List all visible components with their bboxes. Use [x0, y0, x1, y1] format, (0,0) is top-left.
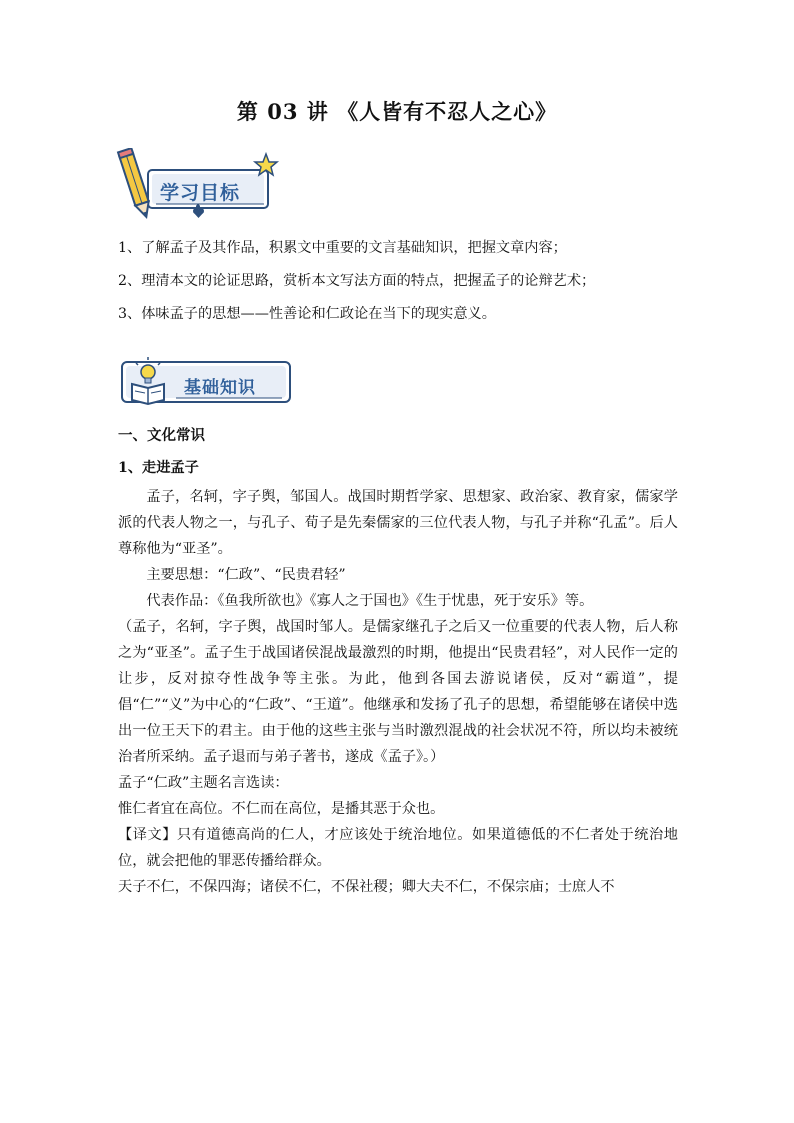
translation-text: 【译文】只有道德高尚的仁人，才应该处于统治地位。如果道德低的不仁者处于统治地位，就会把他的罪恶传播给群众。	[118, 827, 678, 869]
goal-item: 2、理清本文的论证思路，赏析本文写法方面的特点，把握孟子的论辩艺术；	[118, 273, 596, 289]
section-content	[118, 420, 678, 900]
quotes-intro: 孟子“仁政”主题名言选读：	[118, 775, 289, 791]
learning-goals-list	[118, 232, 678, 331]
basic-knowledge-badge	[120, 356, 295, 408]
goal-item: 3、体味孟子的思想——性善论和仁政论在当下的现实意义。	[118, 306, 496, 322]
section-heading: 一、文化常识	[118, 427, 205, 444]
basic-knowledge-label: 基础知识	[184, 378, 256, 398]
goal-item: 1、了解孟子及其作品，积累文中重要的文言基础知识，把握文章内容；	[118, 240, 567, 256]
quote-text: 惟仁者宜在高位。不仁而在高位，是播其恶于众也。	[118, 801, 445, 817]
page-title: 第 03 讲 《人皆有不忍人之心》	[236, 99, 558, 124]
learning-goals-label: 学习目标	[160, 182, 241, 204]
main-thought: 主要思想：“仁政”、“民贵君轻”	[146, 567, 346, 583]
representative-works: 代表作品：《鱼我所欲也》《寡人之于国也》《生于忧患，死于安乐》等。	[146, 593, 594, 609]
intro-paragraph: 孟子，名轲，字子舆，邹国人。战国时期哲学家、思想家、政治家、教育家，儒家学派的代表人物之一，与孔子、荀子是先秦儒家的三位代表人物，与孔子并称“孔孟”。后人尊称他为“亚圣”。	[118, 489, 678, 557]
sub-heading: 1、走进孟子	[118, 460, 199, 476]
learning-goals-badge	[116, 148, 281, 220]
note-paragraph: （孟子，名轲，字子舆，战国时邹人。是儒家继孔子之后又一位重要的代表人物，后人称之为“亚圣”。孟子生于战国诸侯混战最激烈的时期，他提出“民贵君轻”，对人民作一定的让步，反对掠夺性战争等主张。为此，他到各国去游说诸侯，反对“霸道”，提倡“仁”“义”为中心的“仁政”、“王道”。他继承和发扬了孔子的思想，希望能够在诸侯中选出一位王天下的君主。由于他的这些主张与当时激烈混战的社会状况不符，所以均未被统治者所采纳。孟子退而与弟子著书，遂成《孟子》。）	[118, 619, 678, 765]
quote-text: 天子不仁，不保四海；诸侯不仁，不保社稷；卿大夫不仁，不保宗庙；士庶人不	[118, 879, 615, 895]
